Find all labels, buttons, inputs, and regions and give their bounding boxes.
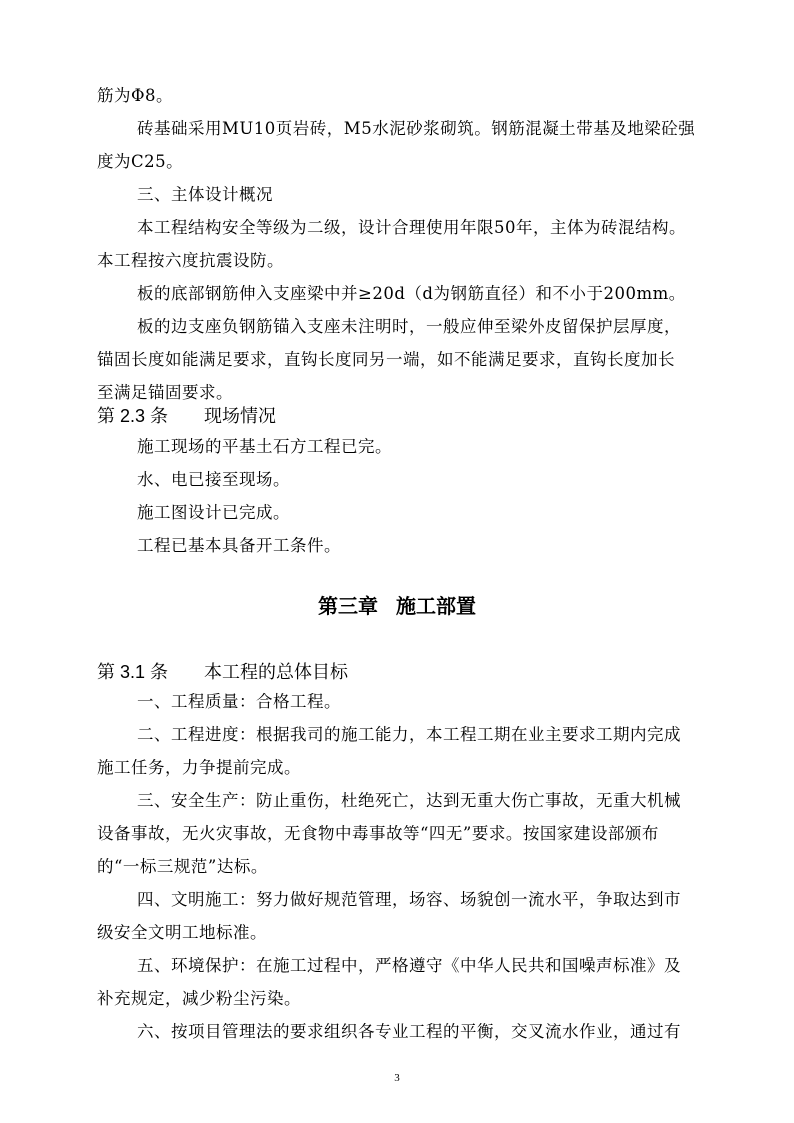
- body-line: 补充规定，减少粉尘污染。: [97, 989, 301, 1008]
- list-item: 施工图设计已完成。: [137, 503, 290, 522]
- body-line: 筋为Φ8。: [97, 86, 174, 105]
- section-heading-2-3: [97, 404, 276, 428]
- list-item: 施工现场的平基土石方工程已完。: [137, 437, 392, 456]
- body-line: 板的边支座负钢筋锚入支座未注明时，一般应伸至梁外皮留保护层厚度，: [137, 317, 681, 336]
- section-title: 现场情况: [204, 406, 277, 426]
- body-line: 六、按项目管理法的要求组织各专业工程的平衡，交叉流水作业，通过有: [137, 1022, 681, 1041]
- body-line: 施工任务，力争提前完成。: [97, 758, 301, 777]
- section-title: 本工程的总体目标: [204, 662, 349, 682]
- body-line: 三、安全生产：防止重伤，杜绝死亡，达到无重大伤亡事故，无重大机械: [137, 791, 681, 810]
- body-line: 的“一标三规范”达标。: [97, 857, 268, 876]
- body-line: 至满足锚固要求。: [97, 383, 233, 402]
- chapter-title: 施工部置: [396, 594, 476, 618]
- body-line: 四、文明施工：努力做好规范管理，场容、场貌创一流水平，争取达到市: [137, 890, 681, 909]
- body-line: 本工程结构安全等级为二级，设计合理使用年限50年，主体为砖混结构。: [137, 218, 686, 237]
- section-number: 第 3.1 条: [97, 662, 169, 682]
- body-line: 本工程按六度抗震设防。: [97, 251, 284, 270]
- body-line: 设备事故，无火灾事故，无食物中毒事故等“四无”要求。按国家建设部颁布: [97, 824, 659, 843]
- body-line: 一、工程质量：合格工程。: [137, 692, 341, 711]
- body-line: 锚固长度如能满足要求，直钩长度同另一端，如不能满足要求，直钩长度加长: [97, 350, 675, 369]
- list-item: 工程已基本具备开工条件。: [137, 536, 341, 555]
- body-line: 度为C25。: [97, 152, 184, 171]
- body-line: 砖基础采用MU10页岩砖，M5水泥砂浆砌筑。钢筋混凝土带基及地梁砼强: [137, 119, 696, 138]
- body-line: 级安全文明工地标准。: [97, 923, 267, 942]
- page-number: 3: [394, 1072, 400, 1084]
- body-line: 三、主体设计概况: [137, 185, 273, 204]
- chapter-heading: [0, 592, 794, 620]
- chapter-number: 第三章: [318, 594, 378, 618]
- body-line: 二、工程进度：根据我司的施工能力，本工程工期在业主要求工期内完成: [137, 725, 681, 744]
- body-line: 板的底部钢筋伸入支座梁中并≥20d（d为钢筋直径）和不小于200mm。: [137, 284, 686, 303]
- body-line: 五、环境保护：在施工过程中，严格遵守《中华人民共和国噪声标准》及: [137, 956, 681, 975]
- section-number: 第 2.3 条: [97, 406, 169, 426]
- list-item: 水、电已接至现场。: [137, 470, 290, 489]
- section-heading-3-1: [97, 660, 348, 684]
